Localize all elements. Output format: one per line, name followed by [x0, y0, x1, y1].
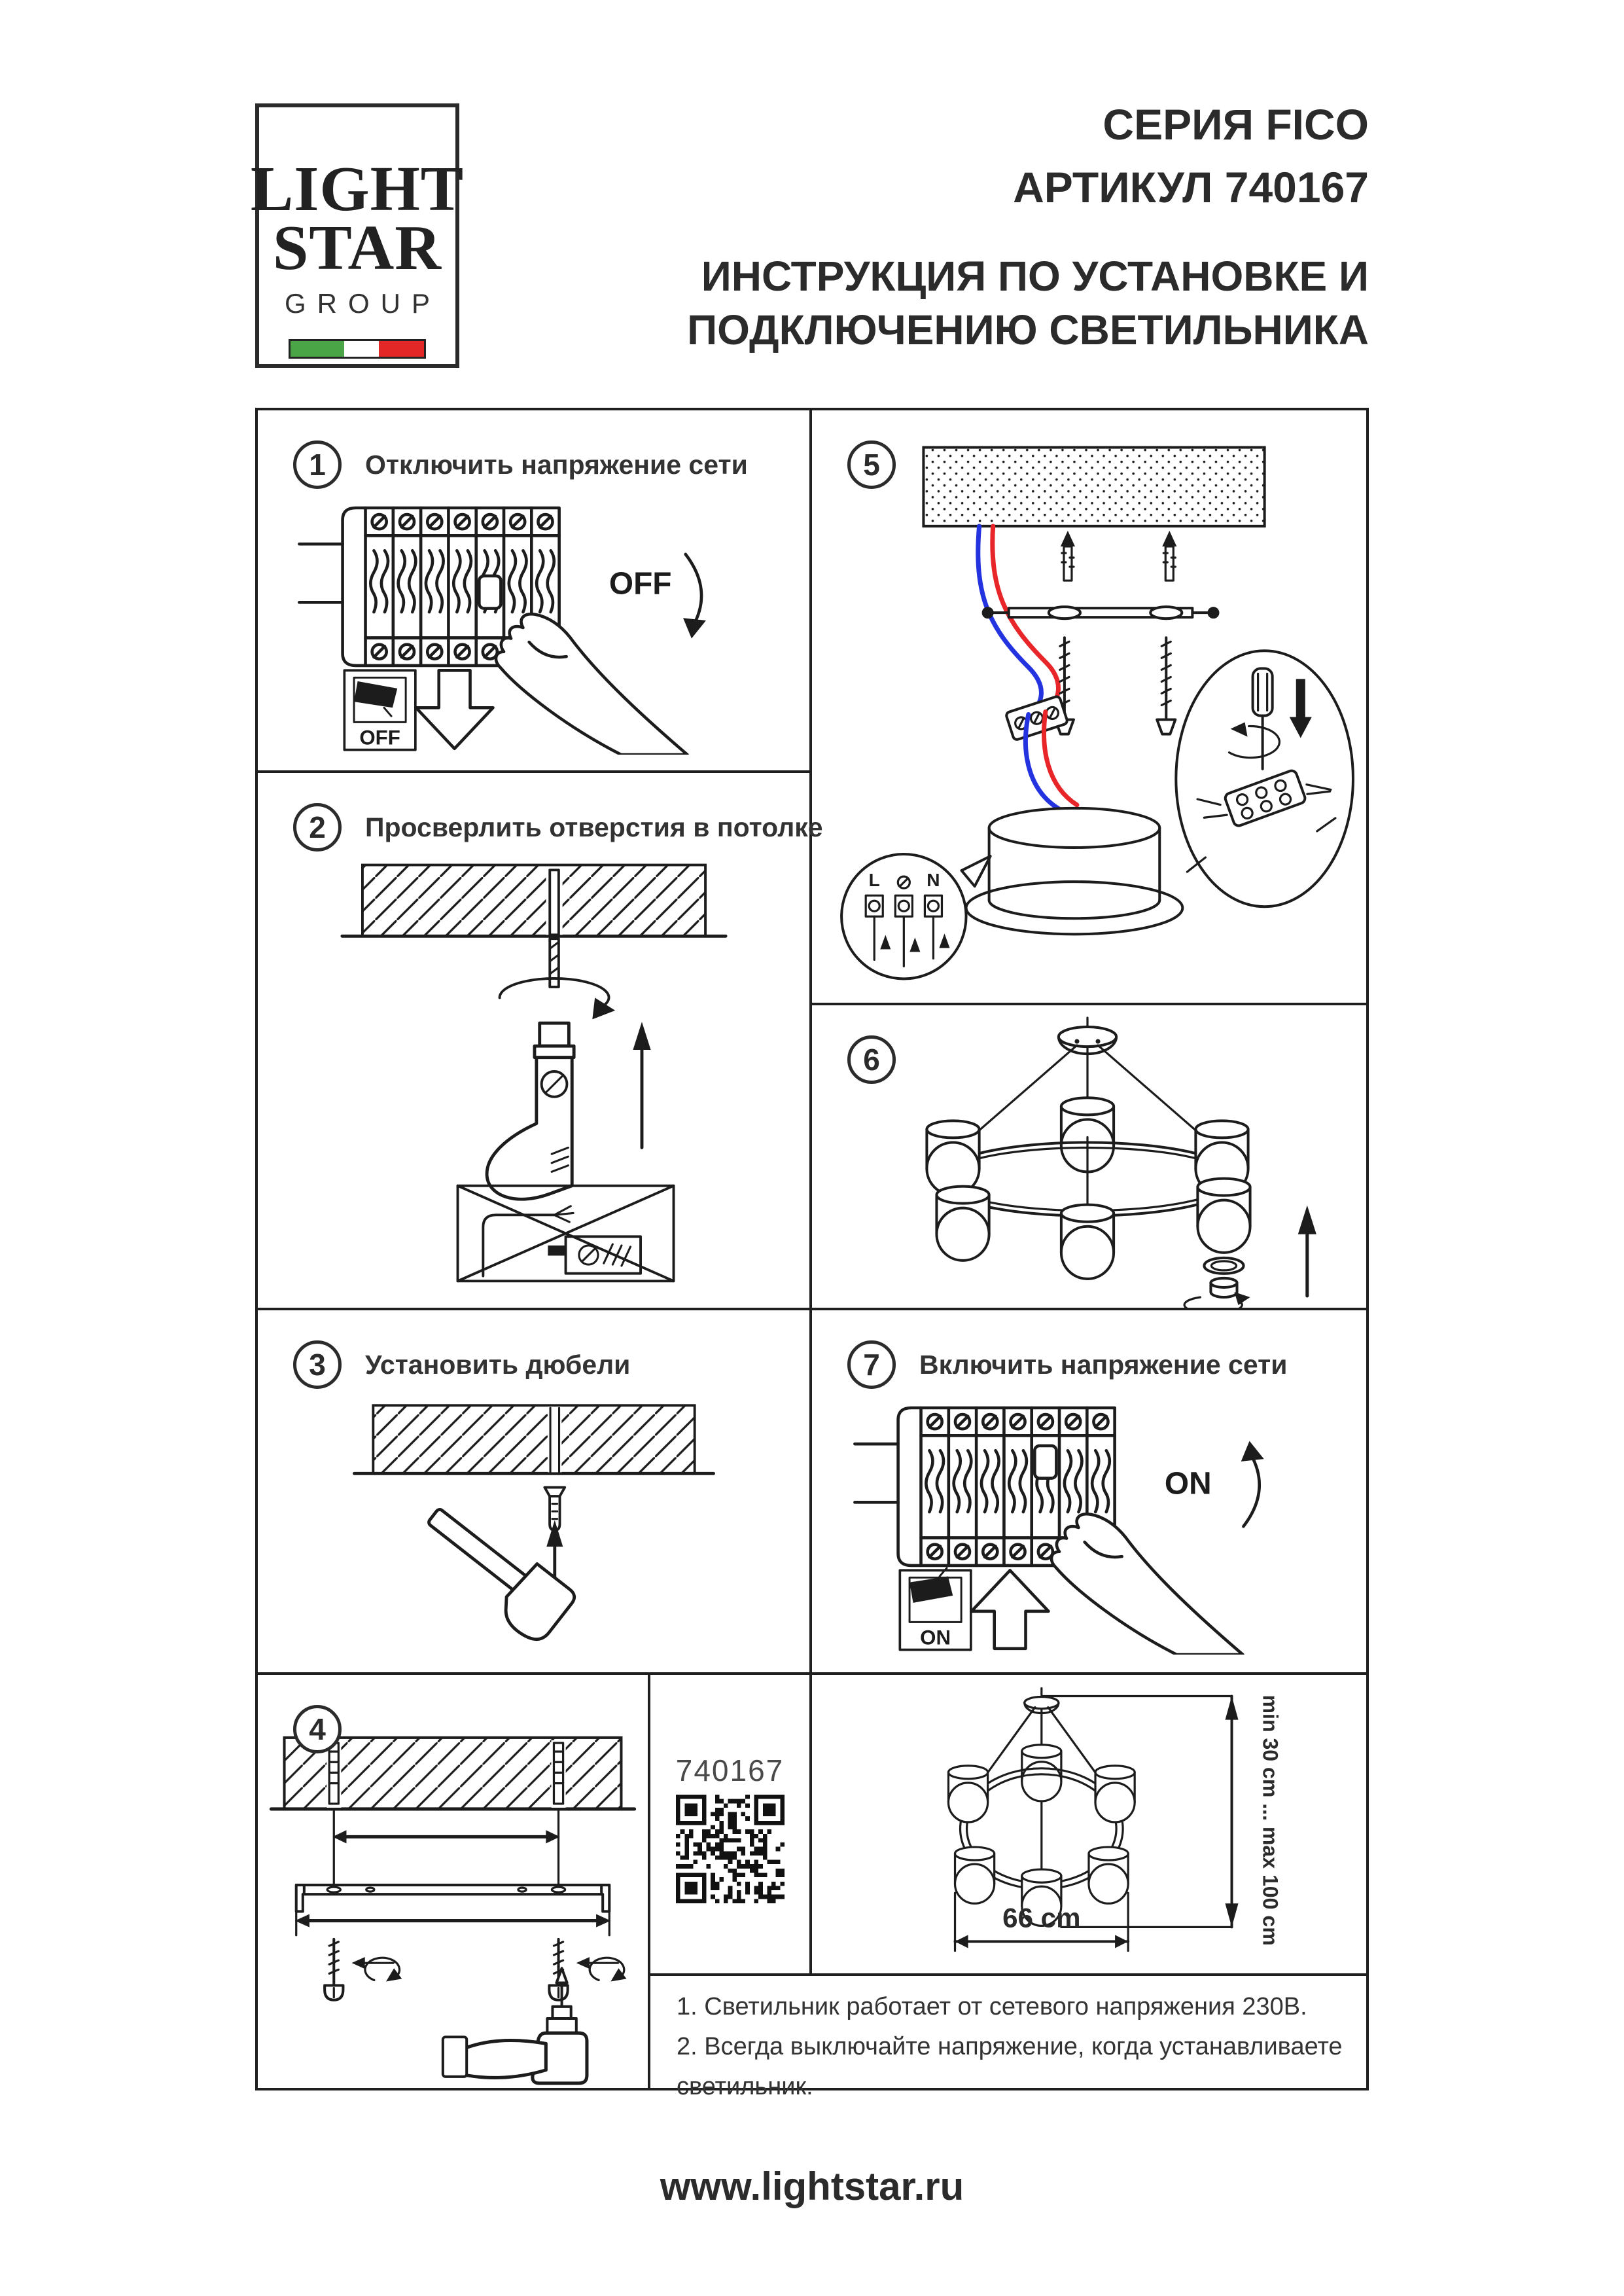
page-title — [687, 250, 1369, 357]
step-4-number: 4 — [293, 1705, 342, 1753]
mains-wires-icon — [978, 526, 1059, 715]
footer-url: www.lightstar.ru — [660, 2164, 964, 2208]
breaker-off-illustration — [266, 493, 802, 755]
down-arrow-icon — [415, 670, 493, 749]
hole-spacing-dimension — [332, 1809, 559, 1893]
step-3-title: Установить дюбели — [365, 1349, 631, 1380]
terminal-detail-bubble — [841, 854, 991, 978]
height-range-label: min 30 cm ... max 100 cm — [1258, 1695, 1282, 1946]
shade-ring-part-icon — [1204, 1258, 1243, 1274]
italian-flag-icon — [289, 339, 426, 359]
step-7-title: Включить напряжение сети — [919, 1349, 1288, 1380]
notes — [677, 1987, 1344, 2106]
wall-switch-on-icon — [900, 1568, 971, 1650]
switch-off-caption: OFF — [359, 726, 400, 749]
mounting-illustration — [812, 410, 1366, 1003]
series-title: СЕРИЯ FICO — [1103, 100, 1369, 149]
screw-icon — [1055, 637, 1175, 734]
up-arrow-icon — [633, 1022, 650, 1147]
qr-article-number: 740167 — [675, 1753, 785, 1787]
diffuser-part-icon — [1184, 1278, 1250, 1308]
step-1-title: Отключить напряжение сети — [365, 449, 748, 480]
step-3-panel — [258, 1310, 809, 1672]
step-3-number: 3 — [293, 1340, 342, 1389]
terminal-l-label: L — [868, 870, 880, 891]
rotate-up-arrow-icon — [1241, 1441, 1263, 1527]
on-label: ON — [1164, 1466, 1212, 1501]
hand-icon — [1051, 1514, 1243, 1655]
lamp-shade — [1061, 1205, 1114, 1279]
step-2-title: Просверлить отверстия в потолке — [365, 812, 823, 842]
step-5-number: 5 — [847, 440, 896, 489]
flag-green — [291, 341, 344, 357]
page-title-line2: ПОДКЛЮЧЕНИЮ СВЕТИЛЬНИКА — [687, 306, 1369, 353]
no-drilling-over-wires-icon — [457, 1186, 673, 1282]
width-label: 66 cm — [1002, 1902, 1081, 1933]
article-title: АРТИКУЛ 740167 — [1013, 163, 1369, 211]
grid-line — [648, 1973, 1369, 1976]
drill-illustration — [266, 855, 802, 1287]
hand-icon — [495, 614, 687, 755]
breaker-on-illustration — [821, 1393, 1358, 1655]
step-4-panel — [258, 1675, 648, 2088]
screw-rotation-arrow-icon — [352, 1957, 627, 1981]
drill-icon — [487, 1023, 574, 1199]
mounting-ring-icon — [982, 607, 1220, 619]
logo-word-group: GROUP — [284, 288, 441, 319]
screw-icon — [325, 1939, 568, 2000]
page-title-line1: ИНСТРУКЦИЯ ПО УСТАНОВКЕ И — [701, 253, 1369, 300]
chandelier-assembly-illustration — [812, 1005, 1366, 1308]
step-1-panel — [258, 410, 809, 770]
note-line-1: 1. Светильник работает от сетевого напряжения 230В. — [677, 1993, 1307, 2020]
step-7-number: 7 — [847, 1340, 896, 1389]
off-label: OFF — [609, 566, 672, 601]
lamp-shade — [936, 1187, 989, 1261]
mounting-bracket-icon — [296, 1885, 610, 1911]
drill-bit-icon — [499, 939, 615, 1019]
step-5-panel — [812, 410, 1366, 1003]
logo-word-star: STAR — [272, 213, 442, 284]
terminal-n-label: N — [927, 870, 940, 891]
up-arrow-icon — [971, 1570, 1048, 1649]
terminal-block-icon — [1006, 696, 1068, 741]
bracket-width-dimension — [295, 1906, 611, 1935]
step-2-panel — [258, 773, 823, 1308]
ceiling-icon — [354, 1405, 713, 1473]
step-2-number: 2 — [293, 803, 342, 852]
chandelier-icon — [948, 1689, 1135, 1926]
lamp-shade-exploded — [1197, 1179, 1250, 1253]
lamp-shade — [927, 1121, 979, 1194]
grid-line — [648, 1672, 650, 2090]
dowel-illustration — [266, 1393, 802, 1651]
wiring-detail-bubble — [1176, 651, 1353, 906]
flag-white — [344, 341, 379, 357]
dimension-diagram — [812, 1675, 1366, 1973]
flag-red — [379, 341, 424, 357]
step-7-panel — [812, 1310, 1366, 1672]
anchor-icon — [1061, 531, 1176, 581]
note-line-2: 2. Всегда выключайте напряжение, когда устанавливаете светильник. — [677, 2032, 1343, 2100]
dimensions-panel — [812, 1675, 1366, 1973]
qr-code — [676, 1795, 785, 1903]
up-arrow-icon — [1298, 1206, 1316, 1296]
concrete-ceiling-icon — [923, 448, 1264, 526]
lightstar-logo — [250, 103, 465, 368]
ceiling-icon — [342, 865, 725, 937]
switch-on-caption: ON — [919, 1626, 951, 1649]
wall-switch-off-icon — [344, 670, 415, 749]
logo-word-light: LIGHT — [250, 154, 465, 224]
step-1-number: 1 — [293, 440, 342, 489]
canopy-icon — [966, 808, 1183, 934]
grid-line — [1366, 408, 1369, 2090]
step-6-panel — [812, 1005, 1366, 1308]
step-6-number: 6 — [847, 1035, 896, 1084]
rotate-down-arrow-icon — [683, 554, 706, 639]
